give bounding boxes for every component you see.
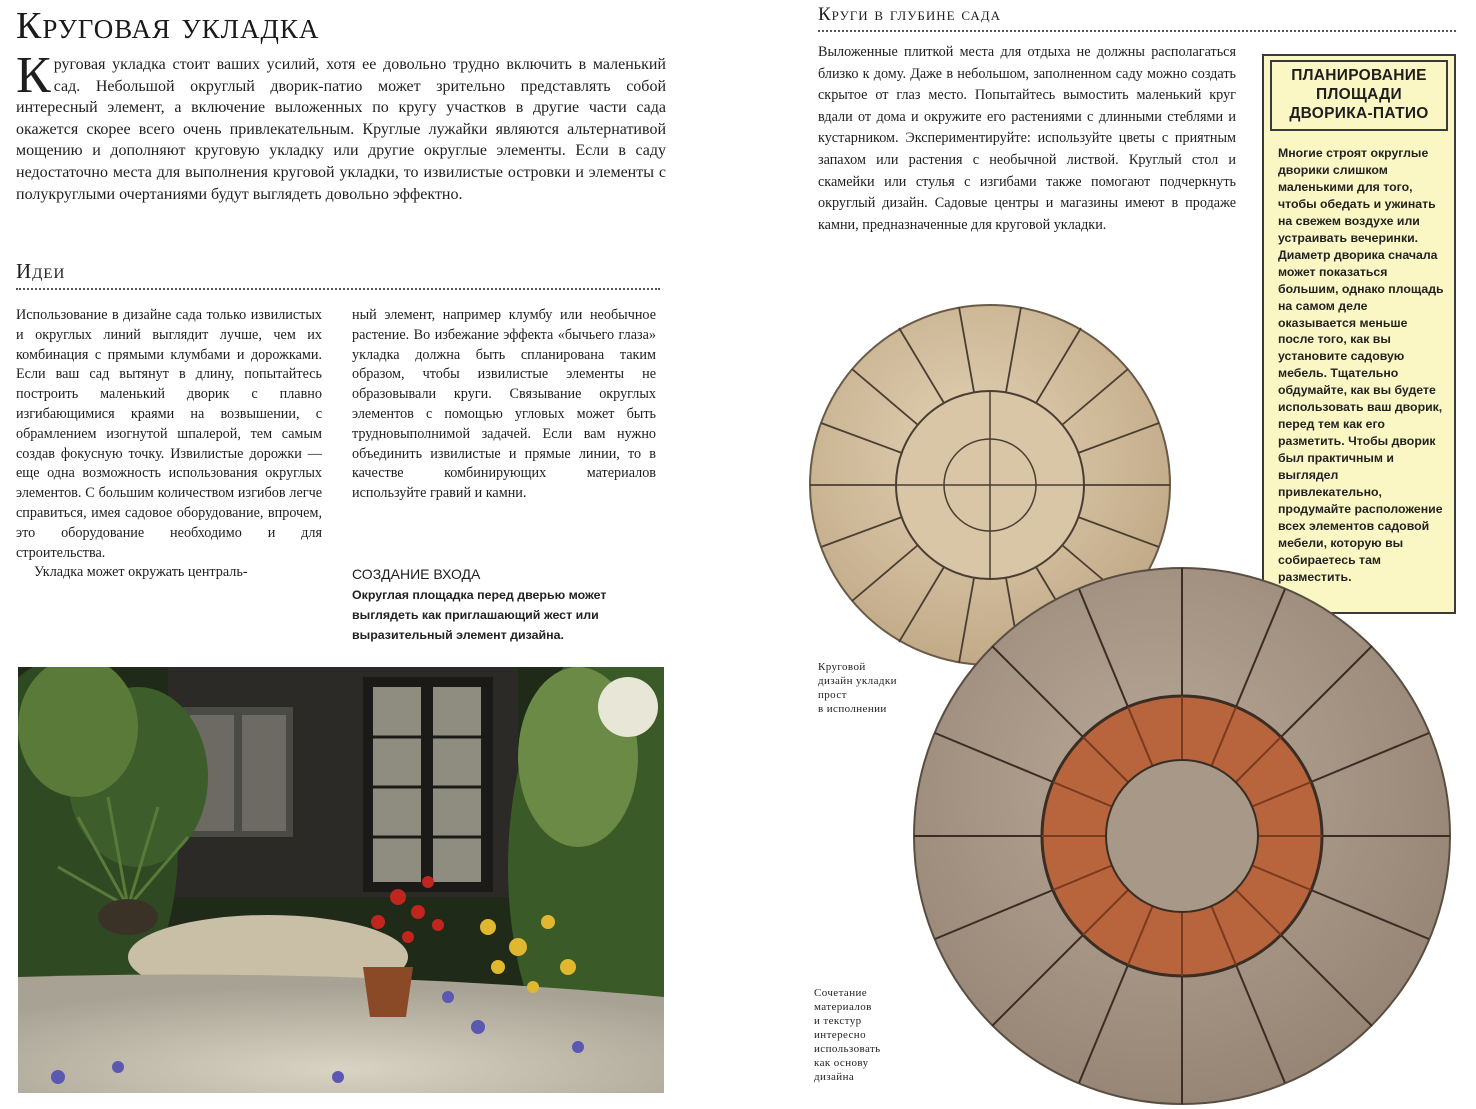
caption-line: дизайн укладки [818,675,897,687]
caption-line: дизайна [814,1071,855,1083]
sidebar-title-line: ДВОРИКА-ПАТИО [1289,105,1429,122]
ideas-col1-text: Использование в дизайне сада только извилистых и округлых линий выглядит лучше, чем их комбинация с прямыми клумбами и дорожками. Если ваш сад вытянут в длину, попытайтесь построить маленький дворик с плавно изгибающимися краями на возвышении, с обрамлением изогнутой шпалерой, тем самым создав фокусную точку. Извилистые дорожки — еще одна возможность использования округлых элементов. С большим количеством изгибов легче справиться, имея садовое оборудование, впрочем, это оборудование необходимо и для строительства. [16,307,322,561]
ideas-column-2 [352,306,656,504]
ideas-col2-text: ный элемент, например клумбу или необычное растение. Во избежание эффекта «бычьего глаза» укладка должна быть спланирована таким образом, чтобы извилистые элементы не образовывали круги. Связывание округлых элементов с помощью угловых может быть трудновыполнимой задачей. Если вам нужно объединить извилистые и прямые линии, то в качестве комбинирующих материалов используйте гравий и камни. [352,307,656,502]
ideas-heading: Идеи [16,259,66,283]
right-heading: Круги в глубине сада [818,4,1002,25]
section-divider [16,288,660,290]
ideas-col1-tail: Укладка может окружать централь- [34,564,248,581]
caption-line: материалов [814,1001,872,1013]
right-divider [818,30,1456,32]
sidebar-box [1262,54,1456,614]
sidebar-title [1270,60,1448,131]
caption-line: Сочетание [814,987,868,999]
page-title: Круговая укладка [16,5,320,47]
ideas-column-1 [16,306,322,583]
right-intro-text: Выложенные плиткой места для отдыха не должны располагаться близко к дому. Даже в небольшом, заполненном саду можно создать скрытое от глаз место. Попытайтесь вымостить маленький круг вдали от дома и окружите его растениями с длинными стеблями и кустарником. Экспериментируйте: используйте цветы с приятным запахом или растения с необычной листвой. Круглый стол и скамейки или стулья с изгибами также помогают подчеркнуть округлый дизайн. Садовые центры и магазины имеют в продаже камни, предназначенные для круговой укладки. [818,44,1236,233]
caption-simple-circle [818,660,897,716]
caption-line: использовать [814,1043,881,1055]
mixed-material-circle-image [904,566,1460,1106]
caption-mixed-circle [814,986,881,1084]
caption-line: и текстур [814,1015,862,1027]
intro-paragraph [16,47,666,205]
garden-patio-photo [18,667,664,1093]
sidebar-text: Многие строят округлые дворики слишком маленькими для того, чтобы обедать и ужинать на свежем воздухе или устраивать вечеринки. Диаметр дворика сначала может показаться большим, однако площадь на самом деле оказывается меньше после того, как вы установите садовую мебель. Тщательно обдумайте, как вы будете использовать ваш дворик, перед тем как его разметить. Чтобы дворик был практичным и выглядел привлекательно, продумайте расположение всех элементов садовой мебели, которую вы собираетесь там разместить. [1278,146,1444,584]
entry-text: Округлая площадка перед дверью может выглядеть как приглашающий жест или выразительный элемент дизайна. [352,588,607,642]
intro-text: руговая укладка стоит ваших усилий, хотя ее довольно трудно включить в маленький сад. Небольшой округлый дворик-патио может зрительно представлять собой интересный элемент, а включение выложенных по кругу участков в другие части сада окажется скорее всего очень привлекательным. Круглые лужайки являются альтернативой мощению и дополняют круговую укладку или другие округлые элементы. Если в саду недостаточно места для выполнения круговой укладки, то извилистые островки и элементы с полукруглыми очертаниями будут выглядеть довольно эффектно. [16,56,666,203]
drop-cap: К [16,47,51,104]
sidebar-title-line: ПЛОЩАДИ [1316,86,1402,103]
caption-line: Круговой [818,661,866,673]
caption-line: интересно [814,1029,866,1041]
entry-heading: СОЗДАНИЕ ВХОДА [352,566,481,582]
caption-line: прост [818,689,847,701]
sidebar-title-line: ПЛАНИРОВАНИЕ [1291,67,1427,84]
caption-line: в исполнении [818,703,887,715]
caption-line: как основу [814,1057,869,1069]
